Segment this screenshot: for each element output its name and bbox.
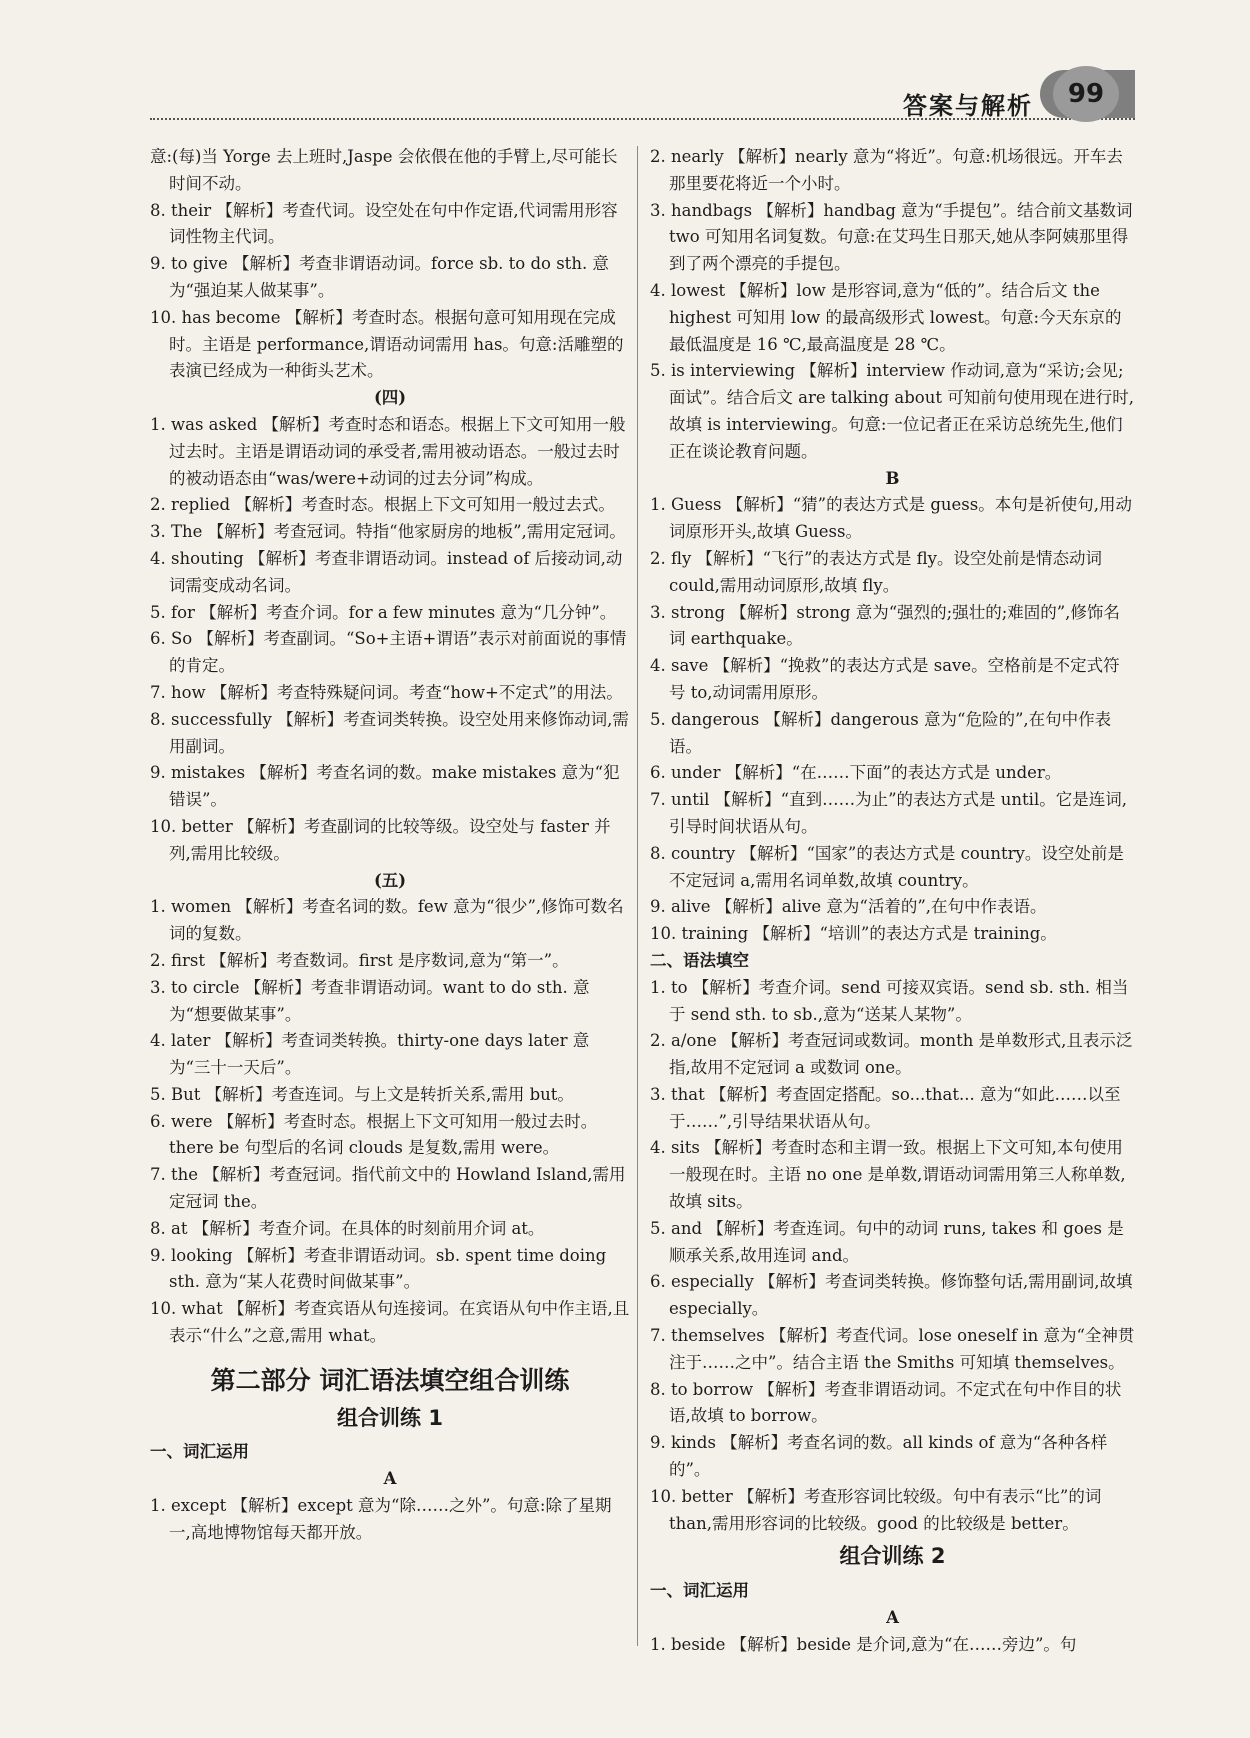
answer-entry: 9. mistakes 【解析】考查名词的数。make mistakes 意为“犯错误”。	[150, 763, 620, 810]
answer-entry: 2. a/one 【解析】考查冠词或数词。month 是单数形式,且表示泛指,故用不定冠词 a 或数词 one。	[650, 1031, 1133, 1078]
answer-entry: 7. until 【解析】“直到……为止”的表达方式是 until。它是连词,引导时间状语从句。	[650, 790, 1127, 836]
answer-entry: 4. save 【解析】“挽救”的表达方式是 save。空格前是不定式符号 to,动词需用原形。	[650, 656, 1120, 702]
answer-entry: 10. training 【解析】“培训”的表达方式是 training。	[650, 924, 1057, 944]
answer-entry: 7. how 【解析】考查特殊疑问词。考查“how+不定式”的用法。	[150, 682, 623, 702]
answer-entry: 意:(每)当 Yorge 去上班时,Jaspe 会依偎在他的手臂上,尽可能长时间不动。	[150, 147, 618, 193]
answer-entry: 8. to borrow 【解析】考查非谓语动词。不定式在句中作目的状语,故填 to borrow。	[650, 1379, 1122, 1426]
group-1-list	[150, 1493, 630, 1547]
answer-entry: 1. except 【解析】except 意为“除……之外”。句意:除了星期一,高地博物馆每天都开放。	[150, 1496, 612, 1542]
group-1-subtitle: 一、词汇运用	[150, 1442, 249, 1462]
answer-entry: 6. especially 【解析】考查词类转换。修饰整句话,需用副词,故填 especially。	[650, 1272, 1133, 1319]
group-1-title: 组合训练 1	[337, 1405, 443, 1430]
answer-entry: 4. sits 【解析】考查时态和主谓一致。根据上下文可知,本句使用一般现在时。主语 no one 是单数,谓语动词需用第三人称单数,故填 sits。	[650, 1138, 1126, 1212]
answer-entry: 10. what 【解析】考查宾语从句连接词。在宾语从句中作主语,且表示“什么”之意,需用 what。	[150, 1299, 630, 1346]
answer-entry: 10. has become 【解析】考查时态。根据句意可知用现在完成时。主语是 performance,谓语动词需用 has。句意:活雕塑的表演已经成为一种街头艺术。	[150, 307, 624, 381]
answer-entry: 5. and 【解析】考查连词。句中的动词 runs, takes 和 goes 是顺承关系,故用连词 and。	[650, 1218, 1124, 1265]
section-5-list	[150, 894, 630, 1350]
page-number: 99	[1053, 66, 1119, 122]
answer-entry: 5. dangerous 【解析】dangerous 意为“危险的”,在句中作表语。	[650, 709, 1112, 756]
answer-entry: 9. to give 【解析】考查非谓语动词。force sb. to do sth. 意为“强迫某人做某事”。	[150, 254, 609, 300]
answer-entry: 2. replied 【解析】考查时态。根据上下文可知用一般过去式。	[150, 495, 615, 515]
answer-entry: 1. to 【解析】考查介词。send 可接双宾语。send sb. sth. 相当于 send sth. to sb.,意为“送某人某物”。	[650, 977, 1129, 1024]
answer-entry: 3. The 【解析】考查冠词。特指“他家厨房的地板”,需用定冠词。	[150, 522, 626, 542]
answer-entry: 9. kinds 【解析】考查名词的数。all kinds of 意为“各种各样的”。	[650, 1433, 1108, 1480]
answer-entry: 8. successfully 【解析】考查词类转换。设空处用来修饰动词,需用副词。	[150, 709, 629, 756]
section-4-title: (四)	[373, 388, 407, 408]
answer-entry: 2. fly 【解析】“飞行”的表达方式是 fly。设空处前是情态动词 could,需用动词原形,故填 fly。	[650, 548, 1103, 595]
answer-entry: 1. Guess 【解析】“猜”的表达方式是 guess。本句是祈使句,用动词原形开头,故填 Guess。	[650, 495, 1132, 542]
section-4-list	[150, 412, 630, 868]
answer-entry: 7. themselves 【解析】考查代词。lose oneself in 意为“全神贯注于……之中”。结合主语 the Smiths 可知填 themselves。	[650, 1326, 1135, 1372]
answer-entry: 4. shouting 【解析】考查非谓语动词。instead of 后接动词,动词需变成动名词。	[150, 548, 623, 595]
grammar-list	[650, 975, 1135, 1538]
answer-entry: 7. the 【解析】考查冠词。指代前文中的 Howland Island,需用定冠词 the。	[150, 1165, 626, 1212]
group-2-list	[650, 1632, 1135, 1659]
answer-entry: 3. to circle 【解析】考查非谓语动词。want to do sth. 意为“想要做某事”。	[150, 977, 590, 1024]
answer-entry: 6. were 【解析】考查时态。根据上下文可知用一般过去时。there be 句型后的名词 clouds 是复数,需用 were。	[150, 1111, 598, 1158]
answer-entry: 3. handbags 【解析】handbag 意为“手提包”。结合前文基数词 two 可知用名词复数。句意:在艾玛生日那天,她从李阿姨那里得到了两个漂亮的手提包。	[650, 200, 1133, 274]
section-5-title: (五)	[373, 870, 407, 890]
answer-entry: 3. strong 【解析】strong 意为“强烈的;强壮的;难固的”,修饰名词 earthquake。	[650, 602, 1120, 649]
section-b-list	[650, 492, 1135, 948]
answer-entry: 1. beside 【解析】beside 是介词,意为“在……旁边”。句	[650, 1634, 1077, 1654]
answer-entry: 5. is interviewing 【解析】interview 作动词,意为“采访;会见;面试”。结合后文 are talking about 可知前句使用现在进行时,故填 is interviewing。句意:一位记者正在采访总统先生,他们正在谈论教育问题。	[650, 361, 1134, 461]
left-top-list	[150, 144, 630, 385]
answer-entry: 5. for 【解析】考查介词。for a few minutes 意为“几分钟”。	[150, 602, 617, 622]
header-title: 答案与解析	[903, 92, 1033, 120]
answer-entry: 2. nearly 【解析】nearly 意为“将近”。句意:机场很远。开车去那里要花将近一个小时。	[650, 147, 1123, 193]
answer-entry: 5. But 【解析】考查连词。与上文是转折关系,需用 but。	[150, 1084, 574, 1104]
page-header	[150, 70, 1135, 120]
answer-entry: 1. women 【解析】考查名词的数。few 意为“很少”,修饰可数名词的复数。	[150, 897, 624, 944]
answer-entry: 9. alive 【解析】alive 意为“活着的”,在句中作表语。	[650, 897, 1047, 917]
answer-entry: 1. was asked 【解析】考查时态和语态。根据上下文可知用一般过去时。主语是谓语动词的承受者,需用被动语态。一般过去时的被动语态由“was/were+动词的过去分词”构成。	[150, 414, 626, 488]
answer-entry: 6. under 【解析】“在……下面”的表达方式是 under。	[650, 763, 1062, 783]
section-b-title: B	[885, 468, 900, 488]
column-divider	[637, 146, 638, 1646]
answer-entry: 8. at 【解析】考查介词。在具体的时刻前用介词 at。	[150, 1218, 545, 1238]
answer-entry: 10. better 【解析】考查形容词比较级。句中有表示“比”的词 than,需用形容词的比较级。good 的比较级是 better。	[650, 1486, 1102, 1533]
group-2-title: 组合训练 2	[839, 1544, 946, 1569]
right-column	[650, 144, 1135, 1659]
answer-entry: 6. So 【解析】考查副词。“So+主语+谓语”表示对前面说的事情的肯定。	[150, 629, 627, 676]
left-column	[150, 144, 630, 1547]
answer-entry: 10. better 【解析】考查副词的比较等级。设空处与 faster 并列,需用比较级。	[150, 816, 611, 863]
group-1-part-a: A	[383, 1469, 397, 1489]
part-two-title: 第二部分 词汇语法填空组合训练	[210, 1365, 570, 1395]
group-2-part-a: A	[886, 1608, 899, 1628]
right-top-list	[650, 144, 1135, 466]
answer-entry: 4. later 【解析】考查词类转换。thirty-one days later 意为“三十一天后”。	[150, 1031, 590, 1078]
group-2-subtitle: 一、词汇运用	[650, 1581, 749, 1601]
answer-entry: 9. looking 【解析】考查非谓语动词。sb. spent time doing sth. 意为“某人花费时间做某事”。	[150, 1245, 607, 1292]
answer-entry: 2. first 【解析】考查数词。first 是序数词,意为“第一”。	[150, 950, 569, 970]
answer-entry: 3. that 【解析】考查固定搭配。so...that... 意为“如此……以至于……”,引导结果状语从句。	[650, 1084, 1121, 1131]
grammar-section-title: 二、语法填空	[650, 950, 749, 970]
answer-entry: 4. lowest 【解析】low 是形容词,意为“低的”。结合后文 the highest 可知用 low 的最高级形式 lowest。句意:今天东京的最低温度是 16 ℃,最高温度是 28 ℃。	[650, 280, 1122, 354]
answer-entry: 8. their 【解析】考查代词。设空处在句中作定语,代词需用形容词性物主代词。	[150, 200, 618, 247]
answer-entry: 8. country 【解析】“国家”的表达方式是 country。设空处前是不定冠词 a,需用名词单数,故填 country。	[650, 843, 1124, 890]
